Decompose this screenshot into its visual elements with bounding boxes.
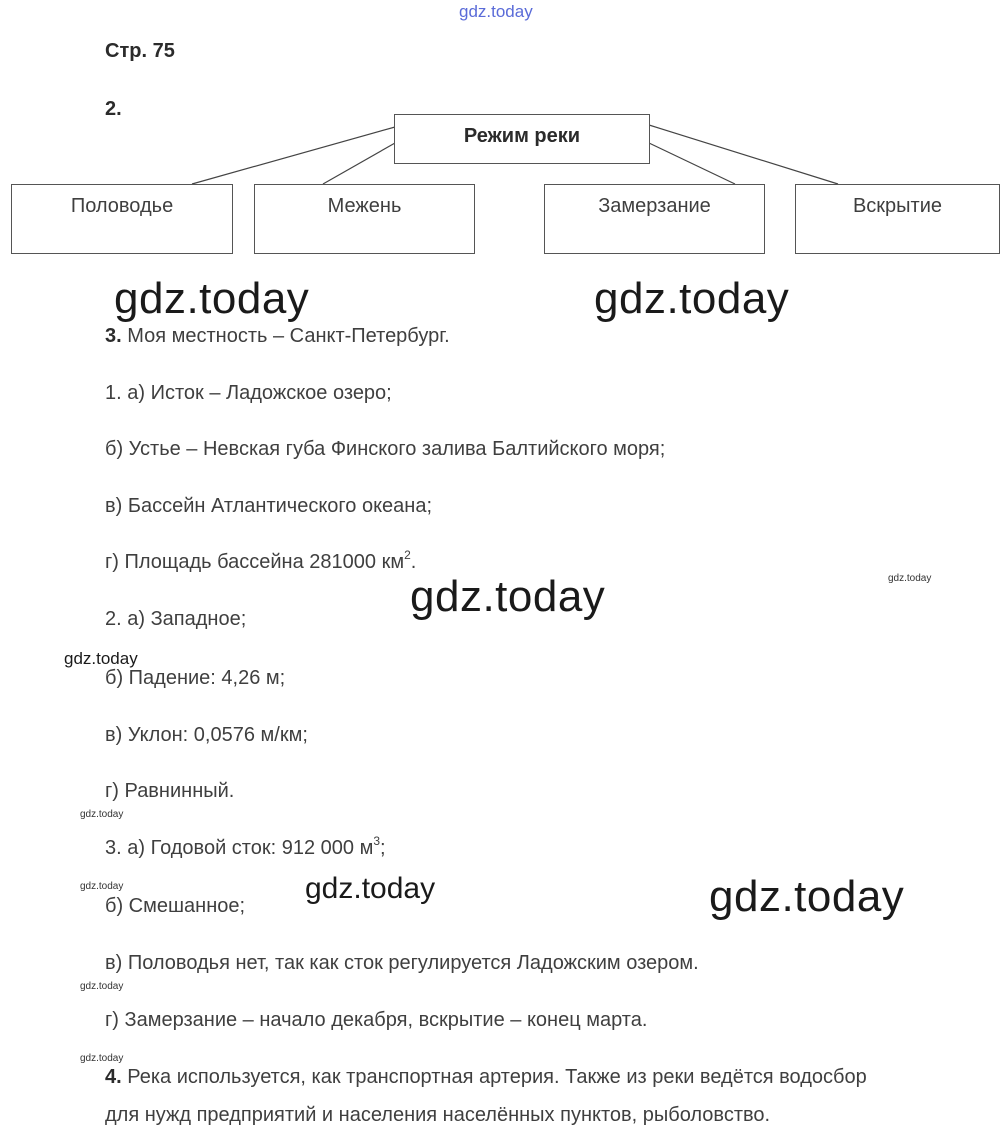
watermark-big-center: gdz.today [410, 572, 606, 621]
answer-line: б) Смешанное; [105, 895, 246, 917]
watermark-top: gdz.today [459, 2, 533, 21]
diagram-root-label: Режим реки [463, 125, 581, 147]
area-end: . [410, 551, 417, 573]
diagram-node-label: Вскрытие [852, 195, 943, 217]
watermark-tiny: gdz.today [888, 573, 932, 584]
flow-text: 3. а) Годовой сток: 912 000 м [105, 837, 374, 859]
diagram-root-box [394, 114, 650, 164]
task-3-number: 3. [105, 325, 122, 347]
connector-polovodye [192, 127, 395, 184]
connector-mezhen [323, 143, 395, 184]
watermark-big-left: gdz.today [114, 274, 310, 323]
watermark-tiny: gdz.today [80, 1053, 124, 1064]
watermark-big-right-lower: gdz.today [709, 872, 905, 921]
diagram-node-polovodye [11, 184, 233, 254]
task-4-line-2: для нужд предприятий и населения населённых пунктов, рыболовство. [105, 1104, 771, 1126]
diagram-node-zamerzanie [544, 184, 765, 254]
diagram-node-label: Межень [327, 195, 402, 217]
diagram-node-label: Замерзание [598, 195, 711, 217]
diagram-node-label: Половодье [70, 195, 174, 217]
flow-superscript: 3 [373, 834, 381, 848]
task-4-line-1 [105, 1066, 867, 1089]
watermark-big-right: gdz.today [594, 274, 790, 323]
task-2-number: 2. [105, 98, 122, 120]
flow-end: ; [380, 837, 386, 859]
answer-line: в) Уклон: 0,0576 м/км; [105, 724, 308, 746]
task-4-number: 4. [105, 1066, 122, 1088]
answer-line: г) Равнинный. [105, 780, 235, 802]
watermark-tiny: gdz.today [80, 881, 124, 892]
answer-line-area [105, 548, 417, 574]
watermark-small-left: gdz.today [64, 649, 138, 668]
area-superscript: 2 [404, 548, 411, 562]
watermark-tiny: gdz.today [80, 809, 124, 820]
page-number-header: Стр. 75 [105, 40, 175, 62]
answer-line: 1. а) Исток – Ладожское озеро; [105, 382, 392, 404]
answer-line: в) Бассейн Атлантического океана; [105, 495, 433, 517]
answer-line: б) Устье – Невская губа Финского залива Балтийского моря; [105, 438, 666, 460]
answer-line-flow [105, 834, 386, 860]
answer-line: в) Половодья нет, так как сток регулируется Ладожским озером. [105, 952, 699, 974]
answer-line: б) Падение: 4,26 м; [105, 667, 286, 689]
task-3-intro-line [105, 325, 450, 348]
watermark-tiny: gdz.today [80, 981, 124, 992]
connector-vskrytie [649, 125, 838, 184]
task-3-intro: Моя местность – Санкт-Петербург. [127, 325, 450, 347]
watermark-mid: gdz.today [305, 872, 436, 905]
answer-line: г) Замерзание – начало декабря, вскрытие – конец марта. [105, 1009, 648, 1031]
area-text: г) Площадь бассейна 281000 км [105, 551, 405, 573]
diagram-node-vskrytie [795, 184, 1000, 254]
connector-zamerzanie [649, 143, 735, 184]
diagram-node-mezhen [254, 184, 475, 254]
task-4-text-1: Река используется, как транспортная артерия. Также из реки ведётся водосбор [127, 1066, 867, 1088]
answer-line: 2. а) Западное; [105, 608, 247, 630]
